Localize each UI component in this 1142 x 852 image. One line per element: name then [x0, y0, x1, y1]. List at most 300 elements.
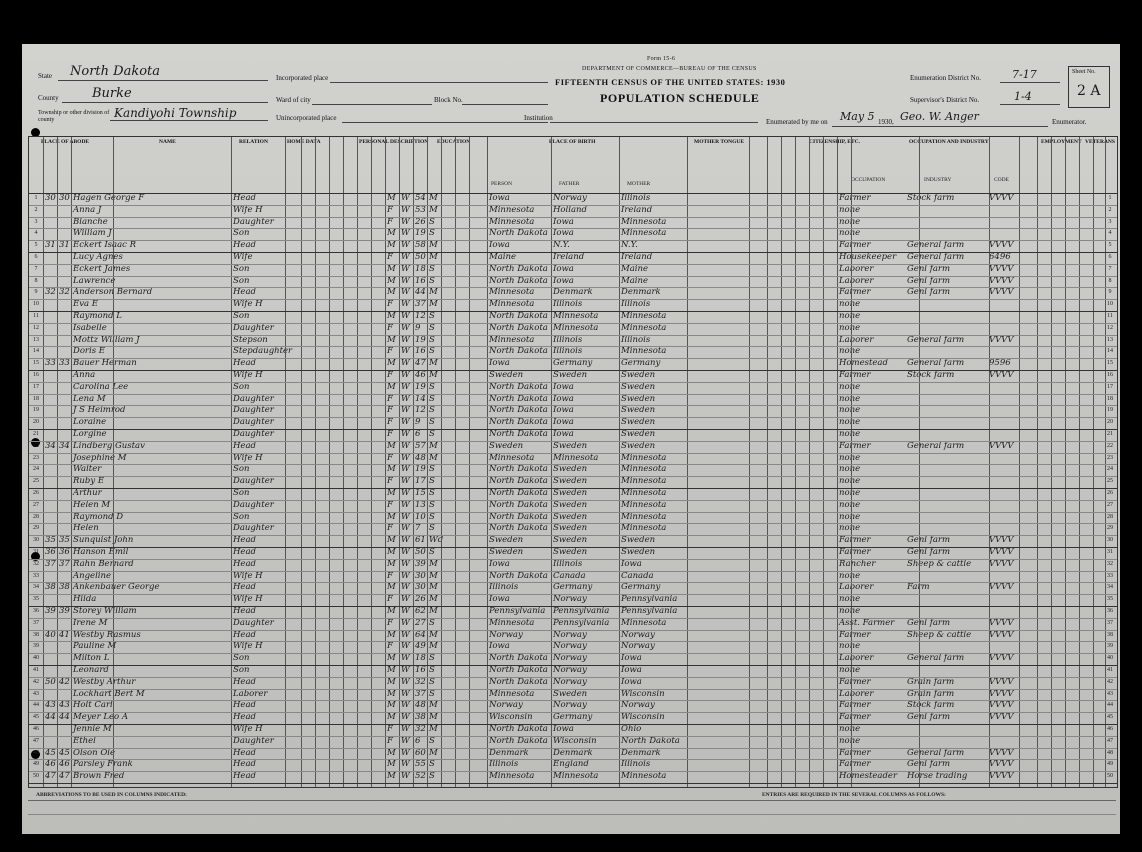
cell-n: 25 — [33, 478, 39, 485]
cell-name: Angeline — [73, 570, 112, 581]
cell-ind: General farm — [907, 358, 965, 369]
cell-sex: M — [387, 676, 396, 687]
cell-name: William J — [73, 228, 112, 239]
cell-n: 2 — [34, 206, 38, 213]
cell-sex: F — [387, 594, 393, 605]
cell-race: W — [401, 417, 410, 428]
cell-dw: 45 — [45, 747, 56, 758]
row-number-right: 4 — [1108, 230, 1112, 237]
row-number-right: 31 — [1107, 549, 1113, 555]
table-row — [29, 689, 1117, 701]
cell-occ: Farmer — [839, 712, 871, 723]
cell-name: Jennie M — [73, 724, 112, 734]
cell-sex: F — [387, 452, 393, 463]
cell-birth: Norway — [489, 629, 523, 640]
cell-birth: Pennsylvania — [489, 606, 546, 616]
cell-n: 31 — [33, 549, 39, 555]
cell-birth: Iowa — [489, 558, 510, 569]
cell-race: W — [401, 216, 410, 227]
cell-rel: Wife H — [233, 641, 263, 652]
cell-ms: S — [429, 617, 435, 628]
cell-father: Sweden — [553, 370, 588, 380]
cell-name: Lawrence — [73, 275, 116, 286]
cell-sex: M — [387, 688, 396, 699]
cell-ms: S — [429, 311, 435, 321]
cell-father: Iowa — [553, 216, 574, 227]
cell-fam: 35 — [59, 535, 70, 546]
cell-rel: Son — [233, 275, 250, 286]
cell-occ: Asst. Farmer — [839, 617, 895, 628]
cell-father: Sweden — [553, 488, 588, 498]
cell-fam: 33 — [59, 358, 70, 369]
cell-father: Sweden — [553, 499, 588, 510]
township-value: Kandiyohi Township — [114, 106, 237, 120]
section-abode: PLACE OF ABODE — [41, 139, 90, 145]
table-row — [29, 441, 1117, 453]
cell-occ: none — [839, 393, 861, 404]
cell-occ: Farmer — [839, 676, 871, 687]
cell-ind: General farm — [907, 440, 965, 451]
cell-occ: Farmer — [839, 700, 871, 711]
cell-birth: Denmark — [489, 747, 529, 758]
cell-occ: none — [839, 523, 861, 534]
cell-birth: Sweden — [489, 535, 524, 546]
cell-rel: Head — [233, 582, 256, 593]
cell-birth: North Dakota — [489, 322, 548, 333]
cell-name: Ankenbauer George — [73, 582, 160, 593]
cell-rel: Daughter — [233, 617, 274, 628]
cell-birth: North Dakota — [489, 346, 548, 357]
cell-sex: F — [387, 499, 393, 510]
cell-father: Norway — [553, 193, 587, 203]
occ-code-head: CODE — [994, 177, 1009, 183]
cell-occ: none — [839, 594, 861, 605]
cell-father: Minnesota — [553, 322, 599, 333]
cell-age: 14 — [415, 393, 426, 404]
cell-father: Germany — [553, 712, 593, 723]
cell-name: Lorgine — [73, 429, 107, 439]
table-row — [29, 618, 1117, 630]
cell-ms: S — [429, 688, 435, 699]
cell-race: W — [401, 311, 410, 321]
cell-sex: M — [387, 263, 396, 274]
cell-name: Helen — [73, 523, 99, 534]
cell-sex: F — [387, 570, 393, 581]
cell-mother: Minnesota — [621, 476, 667, 487]
cell-n: 47 — [33, 737, 39, 744]
cell-occ: none — [839, 216, 861, 227]
cell-ms: S — [429, 405, 435, 416]
cell-race: W — [401, 358, 410, 369]
cell-sex: F — [387, 417, 393, 428]
cell-ms: S — [429, 346, 435, 357]
cell-ms: M — [429, 204, 438, 215]
cell-age: 58 — [415, 240, 426, 251]
cell-n: 17 — [33, 383, 39, 390]
cell-occ: Laborer — [839, 653, 874, 664]
cell-name: Holt Carl — [73, 700, 113, 711]
row-number-right: 20 — [1107, 419, 1113, 426]
cell-age: 17 — [415, 476, 426, 487]
enum-district-value: 7-17 — [1012, 68, 1037, 81]
cell-mother: Sweden — [621, 547, 656, 557]
cell-dw: 47 — [45, 771, 56, 782]
cell-age: 26 — [415, 216, 426, 227]
cell-sex: M — [387, 700, 396, 711]
cell-name: Raymond D — [73, 511, 124, 522]
cell-father: Iowa — [553, 417, 574, 428]
cell-age: 39 — [415, 558, 426, 569]
cell-mother: Sweden — [621, 370, 656, 380]
cell-ms: M — [429, 240, 438, 251]
cell-sex: M — [387, 629, 396, 640]
cell-ms: S — [429, 334, 435, 345]
cell-ms: S — [429, 653, 435, 664]
cell-father: Germany — [553, 582, 593, 593]
row-number-right: 16 — [1107, 372, 1113, 378]
row-number-right: 9 — [1108, 289, 1112, 296]
cell-birth: Illinois — [489, 582, 519, 593]
cell-father: Iowa — [553, 724, 574, 734]
cell-n: 48 — [33, 749, 39, 756]
cell-ind: Grain farm — [907, 676, 955, 687]
cell-n: 35 — [33, 596, 39, 603]
row-number-right: 50 — [1107, 773, 1113, 780]
cell-birth: Iowa — [489, 358, 510, 369]
cell-code: VVVV — [989, 535, 1014, 546]
cell-race: W — [401, 582, 410, 593]
table-row — [29, 335, 1117, 347]
cell-mother: Sweden — [621, 429, 656, 439]
cell-age: 15 — [415, 488, 426, 498]
cell-age: 18 — [415, 653, 426, 664]
cell-n: 18 — [33, 395, 39, 402]
row-number-right: 15 — [1107, 360, 1113, 367]
cell-sex: F — [387, 252, 393, 262]
cell-race: W — [401, 440, 410, 451]
schedule-title: POPULATION SCHEDULE — [600, 91, 760, 105]
cell-n: 26 — [33, 490, 39, 496]
cell-ms: M — [429, 582, 438, 593]
cell-code: VVVV — [989, 712, 1014, 723]
cell-fam: 42 — [59, 676, 70, 687]
cell-name: Hanson Emil — [73, 547, 129, 557]
cell-n: 29 — [33, 525, 39, 532]
cell-fam: 34 — [59, 440, 70, 451]
cell-occ: Laborer — [839, 263, 874, 274]
cell-sex: F — [387, 322, 393, 333]
cell-sex: M — [387, 535, 396, 546]
cell-rel: Wife H — [233, 570, 263, 581]
birth-father-head: FATHER — [559, 181, 580, 187]
cell-ind: Sheep & cattle — [907, 629, 972, 640]
row-number-right: 37 — [1107, 619, 1113, 626]
cell-sex: M — [387, 240, 396, 251]
cell-father: Sweden — [553, 511, 588, 522]
cell-sex: M — [387, 665, 396, 675]
sheet-label: Sheet No. — [1072, 69, 1096, 75]
cell-ms: S — [429, 735, 435, 746]
cell-father: Norway — [553, 629, 587, 640]
cell-mother: Minnesota — [621, 452, 667, 463]
cell-n: 30 — [33, 537, 39, 544]
cell-mother: Ireland — [621, 204, 653, 215]
cell-dw: 34 — [45, 440, 56, 451]
cell-sex: M — [387, 582, 396, 593]
cell-ms: M — [429, 570, 438, 581]
cell-age: 19 — [415, 228, 426, 239]
table-row — [29, 748, 1117, 760]
cell-mother: Norway — [621, 629, 655, 640]
cell-sex: M — [387, 488, 396, 498]
cell-code: VVVV — [989, 193, 1014, 203]
cell-age: 9 — [415, 417, 421, 428]
enum-district-label: Enumeration District No. — [910, 74, 981, 82]
cell-ms: S — [429, 499, 435, 510]
cell-sex: M — [387, 228, 396, 239]
cell-ms: M — [429, 252, 438, 262]
cell-n: 23 — [33, 454, 39, 461]
cell-name: Blanche — [73, 216, 108, 227]
cell-age: 10 — [415, 511, 426, 522]
cell-father: Iowa — [553, 405, 574, 416]
cell-ind: Genl farm — [907, 287, 951, 298]
table-row — [29, 217, 1117, 229]
table-row — [29, 594, 1117, 606]
cell-birth: North Dakota — [489, 676, 548, 687]
cell-sex: M — [387, 358, 396, 369]
cell-race: W — [401, 558, 410, 569]
cell-rel: Head — [233, 558, 256, 569]
cell-rel: Daughter — [233, 476, 274, 487]
cell-father: Illinois — [553, 346, 583, 357]
cell-occ: Laborer — [839, 582, 874, 593]
cell-ms: M — [429, 440, 438, 451]
cell-age: 52 — [415, 771, 426, 782]
cell-father: Canada — [553, 570, 586, 581]
cell-ms: S — [429, 488, 435, 498]
cell-code: VVVV — [989, 688, 1014, 699]
cell-birth: North Dakota — [489, 511, 548, 522]
cell-father: Minnesota — [553, 771, 599, 782]
cell-sex: M — [387, 712, 396, 723]
cell-occ: none — [839, 228, 861, 239]
cell-age: 50 — [415, 252, 426, 262]
cell-race: W — [401, 747, 410, 758]
table-row — [29, 677, 1117, 689]
cell-name: Helen M — [73, 499, 111, 510]
cell-name: Meyer Leo A — [73, 712, 128, 723]
cell-code: VVVV — [989, 370, 1014, 380]
cell-rel: Head — [233, 240, 256, 251]
cell-age: 64 — [415, 629, 426, 640]
cell-mother: Pennsylvania — [621, 594, 678, 605]
cell-ms: S — [429, 771, 435, 782]
cell-age: 37 — [415, 299, 426, 310]
table-row — [29, 382, 1117, 394]
cell-code: VVVV — [989, 759, 1014, 770]
cell-dw: 40 — [45, 629, 56, 640]
row-number-right: 19 — [1107, 407, 1113, 414]
cell-rel: Daughter — [233, 429, 274, 439]
row-number-right: 27 — [1107, 501, 1113, 508]
cell-mother: North Dakota — [621, 735, 680, 746]
cell-race: W — [401, 499, 410, 510]
cell-age: 30 — [415, 570, 426, 581]
cell-rel: Daughter — [233, 393, 274, 404]
cell-race: W — [401, 381, 410, 392]
table-row — [29, 464, 1117, 476]
section-employment: EMPLOYMENT — [1041, 139, 1082, 145]
cell-race: W — [401, 405, 410, 416]
cell-birth: North Dakota — [489, 653, 548, 664]
cell-occ: none — [839, 499, 861, 510]
cell-ms: M — [429, 193, 438, 203]
cell-age: 32 — [415, 724, 426, 734]
cell-age: 48 — [415, 700, 426, 711]
cell-age: 32 — [415, 676, 426, 687]
table-row — [29, 453, 1117, 465]
cell-rel: Head — [233, 606, 256, 616]
cell-age: 30 — [415, 582, 426, 593]
cell-age: 46 — [415, 370, 426, 380]
cell-mother: Wisconsin — [621, 712, 665, 723]
cell-code: VVVV — [989, 558, 1014, 569]
cell-mother: Pennsylvania — [621, 606, 678, 616]
cell-name: Lena M — [73, 393, 106, 404]
cell-ms: M — [429, 606, 438, 616]
cell-father: Germany — [553, 358, 593, 369]
cell-age: 9 — [415, 322, 421, 333]
cell-code: VVVV — [989, 547, 1014, 557]
cell-age: 49 — [415, 641, 426, 652]
cell-name: Anderson Bernard — [73, 287, 153, 298]
institution-label: Institution — [524, 114, 553, 122]
cell-race: W — [401, 724, 410, 734]
cell-n: 42 — [33, 678, 39, 685]
cell-birth: North Dakota — [489, 488, 548, 498]
cell-father: Sweden — [553, 535, 588, 546]
cell-birth: Minnesota — [489, 334, 535, 345]
cell-rel: Son — [233, 263, 250, 274]
cell-n: 10 — [33, 301, 39, 308]
row-number-right: 13 — [1107, 336, 1113, 343]
row-number-right: 3 — [1108, 218, 1112, 225]
cell-sex: F — [387, 724, 393, 734]
enumerator-label: Enumerator. — [1052, 118, 1087, 126]
table-row — [29, 500, 1117, 512]
cell-occ: none — [839, 417, 861, 428]
cell-mother: Maine — [621, 263, 648, 274]
cell-code: VVVV — [989, 653, 1014, 664]
cell-ms: S — [429, 429, 435, 439]
cell-ms: S — [429, 216, 435, 227]
table-row — [29, 724, 1117, 736]
cell-sex: M — [387, 275, 396, 286]
cell-race: W — [401, 735, 410, 746]
cell-occ: none — [839, 665, 861, 675]
cell-sex: M — [387, 606, 396, 616]
section-name: NAME — [159, 139, 176, 145]
cell-code: VVVV — [989, 700, 1014, 711]
cell-n: 19 — [33, 407, 39, 414]
table-row — [29, 476, 1117, 488]
cell-dw: 50 — [45, 676, 56, 687]
cell-race: W — [401, 240, 410, 251]
cell-name: Anna — [73, 370, 96, 380]
cell-age: 19 — [415, 334, 426, 345]
cell-name: Ruby E — [73, 476, 105, 487]
cell-ind: General farm — [907, 252, 965, 262]
cell-father: Iowa — [553, 263, 574, 274]
cell-age: 16 — [415, 665, 426, 675]
cell-fam: 32 — [59, 287, 70, 298]
table-row — [29, 240, 1117, 252]
cell-n: 16 — [33, 372, 39, 378]
cell-mother: Iowa — [621, 676, 642, 687]
cell-birth: North Dakota — [489, 724, 548, 734]
cell-race: W — [401, 488, 410, 498]
table-row — [29, 759, 1117, 771]
cell-race: W — [401, 393, 410, 404]
cell-birth: Iowa — [489, 641, 510, 652]
cell-ind: Stock farm — [907, 700, 955, 711]
cell-rel: Son — [233, 665, 250, 675]
cell-ind: General farm — [907, 334, 965, 345]
cell-mother: Wisconsin — [621, 688, 665, 699]
cell-fam: 38 — [59, 582, 70, 593]
supervisor-label: Supervisor's District No. — [910, 96, 980, 104]
table-row — [29, 417, 1117, 429]
cell-race: W — [401, 617, 410, 628]
cell-rel: Son — [233, 653, 250, 664]
cell-mother: Ohio — [621, 724, 642, 734]
cell-dw: 33 — [45, 358, 56, 369]
cell-name: Lindberg Gustav — [73, 440, 145, 451]
row-number-right: 45 — [1107, 714, 1113, 721]
cell-ms: S — [429, 275, 435, 286]
table-row — [29, 488, 1117, 500]
cell-father: Sweden — [553, 464, 588, 475]
cell-ind: Farm — [907, 582, 930, 593]
cell-rel: Son — [233, 228, 250, 239]
section-birth: PLACE OF BIRTH — [549, 139, 596, 145]
table-row — [29, 665, 1117, 677]
cell-ind: Horse trading — [907, 771, 968, 782]
cell-sex: F — [387, 641, 393, 652]
table-row — [29, 370, 1117, 382]
cell-dw: 44 — [45, 712, 56, 723]
cell-father: Minnesota — [553, 452, 599, 463]
cell-ms: S — [429, 417, 435, 428]
cell-rel: Daughter — [233, 417, 274, 428]
cell-n: 15 — [33, 360, 39, 367]
state-value: North Dakota — [70, 64, 160, 79]
cell-father: Minnesota — [553, 311, 599, 321]
cell-rel: Head — [233, 535, 256, 546]
cell-ms: M — [429, 700, 438, 711]
cell-ms: S — [429, 228, 435, 239]
cell-birth: North Dakota — [489, 429, 548, 439]
cell-n: 21 — [33, 431, 39, 437]
section-veterans: VETERANS — [1085, 139, 1115, 145]
cell-occ: none — [839, 204, 861, 215]
birth-mother-head: MOTHER — [627, 181, 651, 187]
row-number-right: 47 — [1107, 737, 1113, 744]
cell-birth: North Dakota — [489, 275, 548, 286]
cell-rel: Head — [233, 440, 256, 451]
county-value: Burke — [92, 86, 132, 101]
